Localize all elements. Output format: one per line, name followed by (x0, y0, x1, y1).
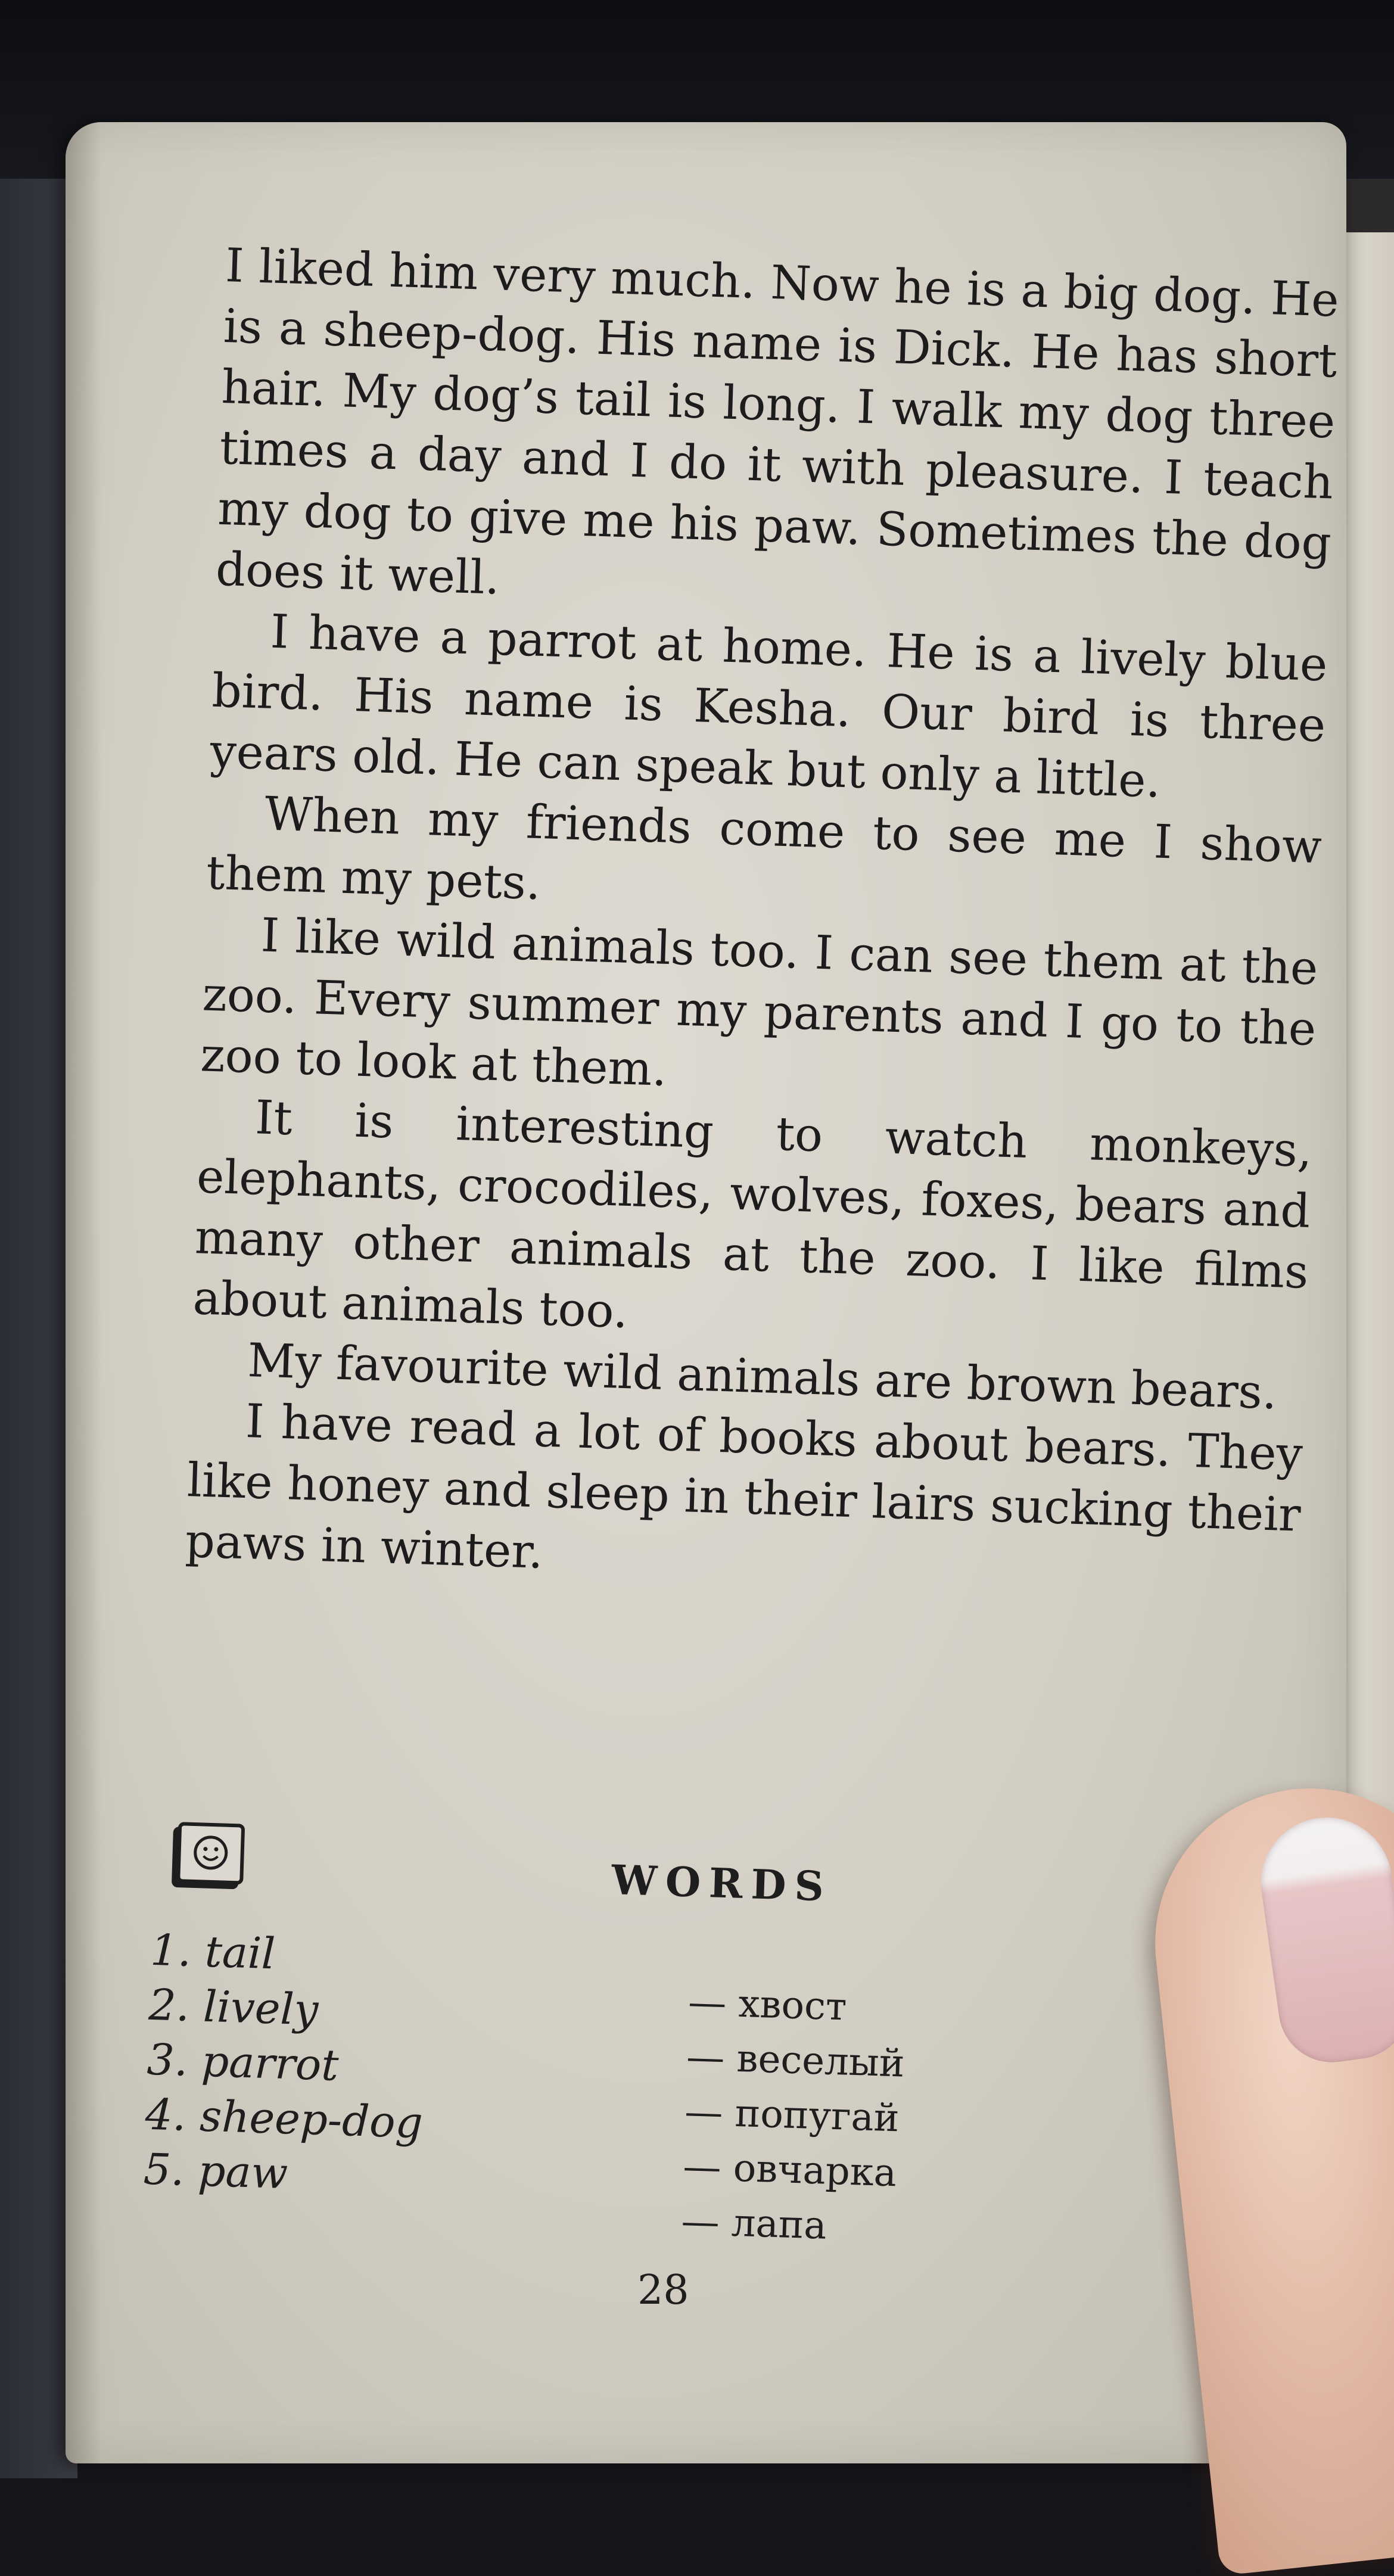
vocab-translation: — веселый (686, 2035, 906, 2086)
vocabulary-terms (143, 1922, 429, 2205)
page-fold-shadow (66, 122, 101, 2463)
vocab-term: 3. parrot (146, 2034, 340, 2090)
words-title: WORDS (611, 1856, 833, 1911)
smiley-face-icon (176, 1822, 245, 1884)
vocab-term: 5. paw (142, 2143, 289, 2199)
paragraph: I like wild animals too. I can see them at the zoo. Every summer my parents and I go to the zoo to look at them. (200, 909, 1319, 1097)
vocab-translation: — лапа (680, 2199, 827, 2248)
paragraph: I have a parrot at home. He is a lively blue bird. His name is Kesha. Our bird is three years old. He can speak but only a little. (209, 605, 1328, 808)
book-page (66, 122, 1346, 2463)
paragraph: It is interesting to watch monkeys, elephants, crocodiles, wolves, foxes, bears and many other animals at the zoo. I like films about animals too. (192, 1091, 1314, 1339)
paragraph: I have read a lot of books about bears. They like honey and sleep in their lairs sucking their paws in winter. (184, 1395, 1304, 1579)
vocab-translation: — попугай (684, 2090, 900, 2141)
vocab-term: 1. tail (150, 1924, 276, 1979)
paragraph: When my friends come to see me I show them my pets. (205, 787, 1323, 911)
vocab-term: 2. lively (148, 1979, 319, 2035)
story-text (185, 235, 1340, 1607)
vocabulary-translations (680, 1975, 907, 2255)
page-number: 28 (637, 2267, 689, 2314)
vocab-term: 4. sheep-dog (144, 2089, 424, 2148)
vocab-translation: — хвост (687, 1980, 848, 2030)
paragraph: My favourite wild animals are brown bears. (247, 1334, 1278, 1420)
paragraph: I liked him very much. Now he is a big dog. He is a sheep-dog. His name is Dick. He has short hair. My dog’s tail is long. I walk my dog three times a day and I do it with pleasure. I teach my dog to give me his paw. Sometimes the dog does it well. (214, 238, 1340, 605)
vocab-translation: — овчарка (682, 2145, 898, 2196)
